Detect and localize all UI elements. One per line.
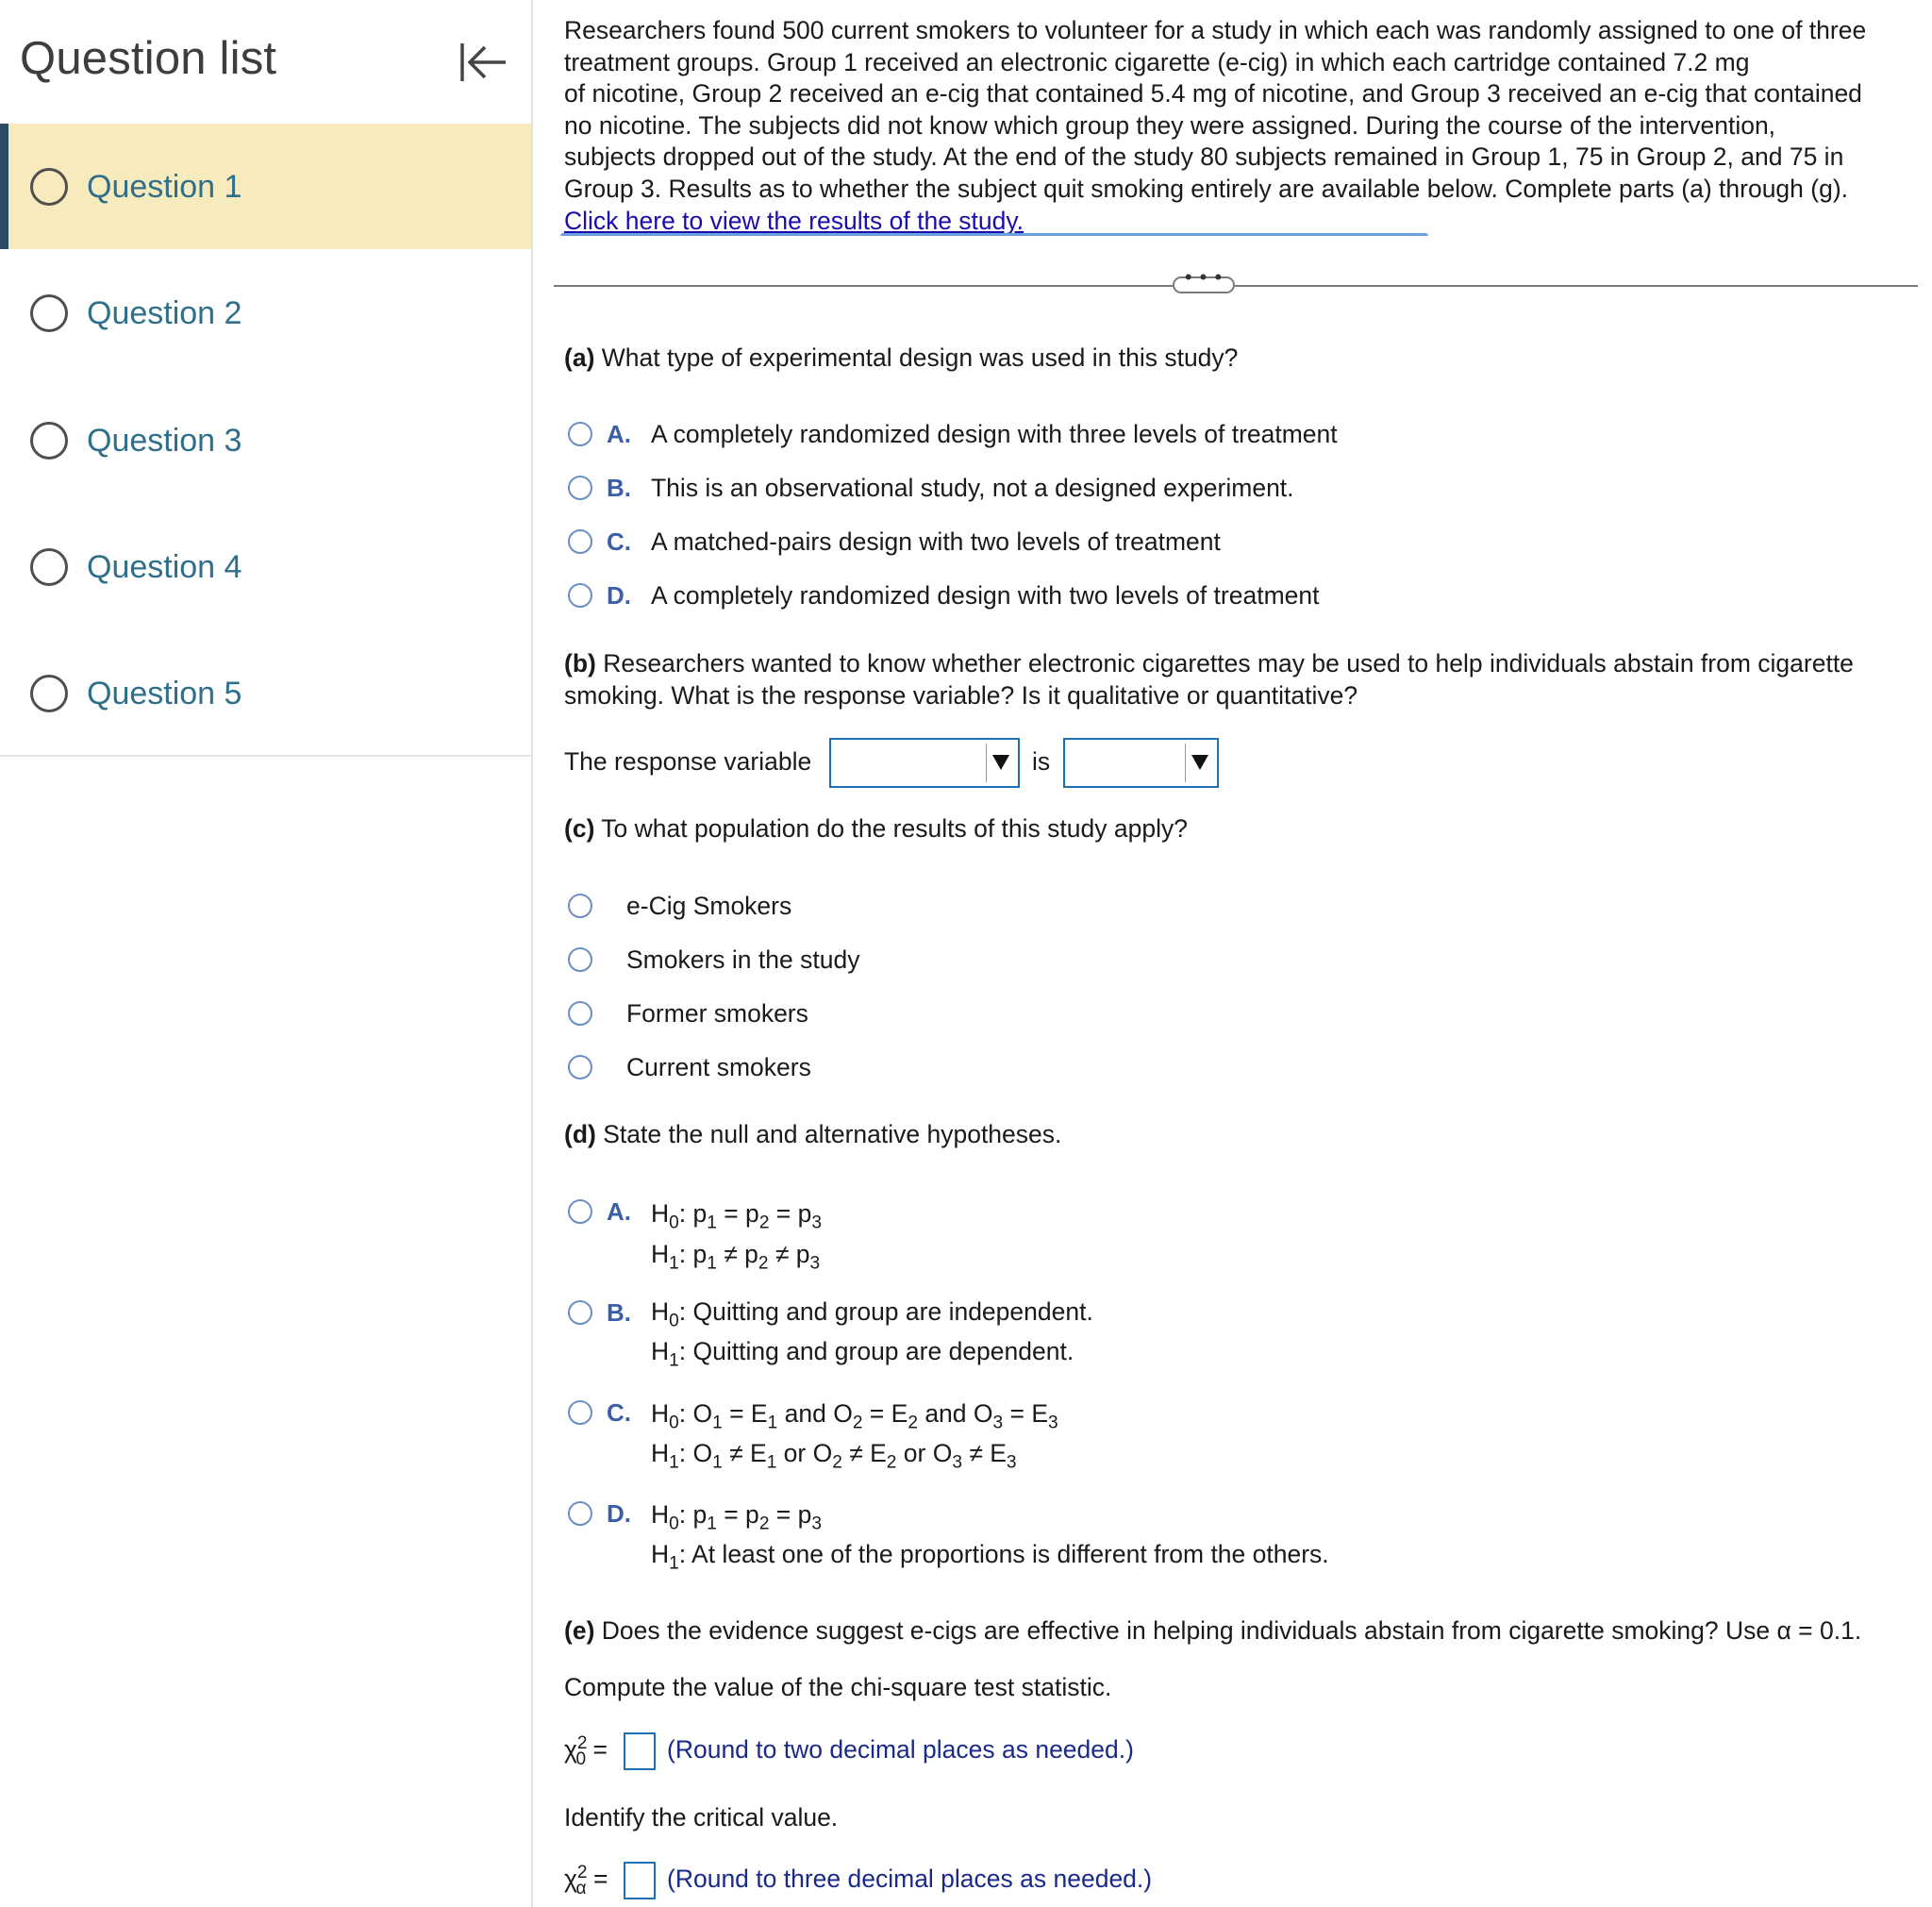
response-variable-label: The response variable: [564, 747, 812, 776]
part-label: (b): [564, 649, 596, 677]
chi-square-stat-input[interactable]: [624, 1732, 656, 1770]
option-letter: D.: [607, 581, 631, 610]
critical-value-input[interactable]: [624, 1862, 656, 1899]
hypothesis-h1: $H_1$: Quitting and group are dependent.: [651, 1337, 1074, 1371]
hypothesis-h0: $H_0$: $p_1 = p_2 = p_3$: [651, 1199, 823, 1233]
collapse-sidebar-icon[interactable]: [457, 36, 509, 89]
critical-value-label: $\chi^2_\alpha$ =: [564, 1863, 608, 1899]
question-list-sidebar: [0, 0, 533, 1907]
status-circle-icon: [30, 548, 68, 586]
sidebar-item-question-1[interactable]: [0, 124, 531, 249]
option-letter: B.: [607, 1298, 631, 1327]
hypothesis-h0: $H_0$: $p_1 = p_2 = p_3$: [651, 1500, 823, 1534]
sidebar-item-label: Question 5: [87, 675, 242, 711]
option-letter: B.: [607, 474, 631, 502]
option-letter: C.: [607, 1398, 631, 1427]
part-label: (c): [564, 814, 595, 843]
radio-d-option-a[interactable]: [568, 1199, 592, 1224]
part-e-text: Does the evidence suggest e-cigs are effective in helping individuals abstain from cigarette smoking? Use α = 0.1.: [601, 1616, 1862, 1645]
option-a-text: A completely randomized design with three levels of treatment: [651, 420, 1338, 448]
part-d-text: State the null and alternative hypotheses.: [603, 1120, 1062, 1148]
population-option-text: Smokers in the study: [626, 945, 860, 974]
radio-d-option-d[interactable]: [568, 1501, 592, 1526]
status-circle-icon: [30, 168, 68, 206]
rounding-hint: (Round to two decimal places as needed.): [667, 1735, 1134, 1764]
option-letter: A.: [607, 1197, 631, 1226]
part-b-question: [564, 648, 1854, 680]
sidebar-title: Question list: [20, 33, 277, 84]
hypothesis-h1: $H_1$: $p_1 \ne p_2 \ne p_3$: [651, 1240, 821, 1274]
hypothesis-h0: $H_0$: Quitting and group are independent.: [651, 1297, 1093, 1331]
part-label: (d): [564, 1120, 596, 1148]
hypothesis-h1: $H_1$: $O_1 \ne E_1$ or $O_2 \ne E_2$ or $O_3 \ne E_3$: [651, 1439, 1017, 1473]
part-label: (a): [564, 343, 595, 372]
population-option-text: Current smokers: [626, 1053, 811, 1081]
option-letter: D.: [607, 1499, 631, 1528]
hypothesis-h1: $H_1$: At least one of the proportions is different from the others.: [651, 1540, 1329, 1574]
radio-a-option-a[interactable]: [568, 422, 592, 446]
expand-more-button[interactable]: [1173, 265, 1235, 293]
part-e-question: [564, 1615, 1861, 1648]
chi-square-stat-label: $\chi^2_0$ =: [564, 1733, 608, 1769]
rounding-hint: (Round to three decimal places as needed.): [667, 1865, 1153, 1893]
sidebar-divider: [0, 755, 531, 757]
ellipsis-icon: • • •: [1184, 265, 1224, 289]
population-option-text: Former smokers: [626, 999, 808, 1028]
part-d-question: [564, 1119, 1061, 1151]
intro-line: Researchers found 500 current smokers to volunteer for a study in which each was randomly assigned to one of three: [564, 16, 1867, 44]
view-results-link[interactable]: Click here to view the results of the study.: [564, 207, 1024, 235]
part-a-question: [564, 343, 1238, 375]
radio-c-option-2[interactable]: [568, 947, 592, 972]
population-option-text: e-Cig Smokers: [626, 892, 792, 920]
variable-type-dropdown[interactable]: [1063, 738, 1219, 788]
sidebar-item-label: Question 1: [87, 168, 242, 205]
intro-line: treatment groups. Group 1 received an electronic cigarette (e-cig) in which each cartridge contained 7.2 mg: [564, 47, 1750, 76]
radio-a-option-c[interactable]: [568, 529, 592, 554]
sidebar-item-label: Question 3: [87, 422, 242, 459]
radio-c-option-3[interactable]: [568, 1001, 592, 1026]
h1-text: At least one of the proportions is different from the others.: [691, 1540, 1329, 1568]
h1-text: Quitting and group are dependent.: [692, 1337, 1074, 1365]
status-circle-icon: [30, 675, 68, 712]
section-divider: [554, 285, 1918, 287]
option-d-text: A completely randomized design with two levels of treatment: [651, 581, 1320, 610]
radio-d-option-b[interactable]: [568, 1300, 592, 1325]
radio-c-option-4[interactable]: [568, 1055, 592, 1079]
dropdown-arrow-icon: [1185, 744, 1213, 782]
option-b-text: This is an observational study, not a designed experiment.: [651, 474, 1294, 502]
sidebar-item-question-3[interactable]: [0, 377, 531, 503]
radio-a-option-d[interactable]: [568, 583, 592, 608]
sidebar-item-label: Question 4: [87, 548, 242, 585]
part-c-text: To what population do the results of this study apply?: [601, 814, 1188, 843]
option-letter: A.: [607, 420, 631, 448]
dropdown-arrow-icon: [986, 744, 1014, 782]
status-circle-icon: [30, 422, 68, 460]
part-b-text-line1: Researchers wanted to know whether electronic cigarettes may be used to help individuals abstain from cigarette: [603, 649, 1854, 677]
status-circle-icon: [30, 294, 68, 332]
radio-a-option-b[interactable]: [568, 476, 592, 500]
sidebar-item-label: Question 2: [87, 294, 242, 331]
part-label: (e): [564, 1616, 595, 1645]
part-a-text: What type of experimental design was used in this study?: [601, 343, 1239, 372]
hypothesis-h0: $H_0$: $O_1 = E_1$ and $O_2 = E_2$ and $O_3 = E_3$: [651, 1399, 1058, 1433]
sidebar-item-question-5[interactable]: [0, 630, 531, 756]
question-intro: [564, 15, 1904, 206]
option-c-text: A matched-pairs design with two levels of treatment: [651, 527, 1221, 556]
intro-line: subjects dropped out of the study. At the end of the study 80 subjects remained in Group 1, 75 in Group 2, and 75 in: [564, 142, 1844, 172]
question-content: [533, 0, 1932, 1907]
compute-prompt: Compute the value of the chi-square test statistic.: [564, 1673, 1112, 1701]
option-letter: C.: [607, 527, 631, 556]
sidebar-item-question-4[interactable]: [0, 504, 531, 629]
intro-line: no nicotine. The subjects did not know which group they were assigned. During the course of the intervention,: [564, 110, 1776, 140]
h0-text: Quitting and group are independent.: [692, 1297, 1093, 1326]
critical-prompt: Identify the critical value.: [564, 1803, 839, 1832]
part-c-question: [564, 813, 1188, 845]
intro-line: of nicotine, Group 2 received an e-cig that contained 5.4 mg of nicotine, and Group 3 received an e-cig that contained: [564, 79, 1862, 109]
response-variable-dropdown[interactable]: [829, 738, 1020, 788]
is-connector: is: [1032, 747, 1051, 776]
part-b-text-line2: smoking. What is the response variable? Is it qualitative or quantitative?: [564, 681, 1358, 710]
sidebar-item-question-2[interactable]: [0, 250, 531, 376]
radio-d-option-c[interactable]: [568, 1400, 592, 1425]
radio-c-option-1[interactable]: [568, 894, 592, 918]
link-focus-ring: [560, 233, 1428, 242]
intro-line: Group 3. Results as to whether the subject quit smoking entirely are available below. Complete parts (a) through (g).: [564, 174, 1849, 203]
